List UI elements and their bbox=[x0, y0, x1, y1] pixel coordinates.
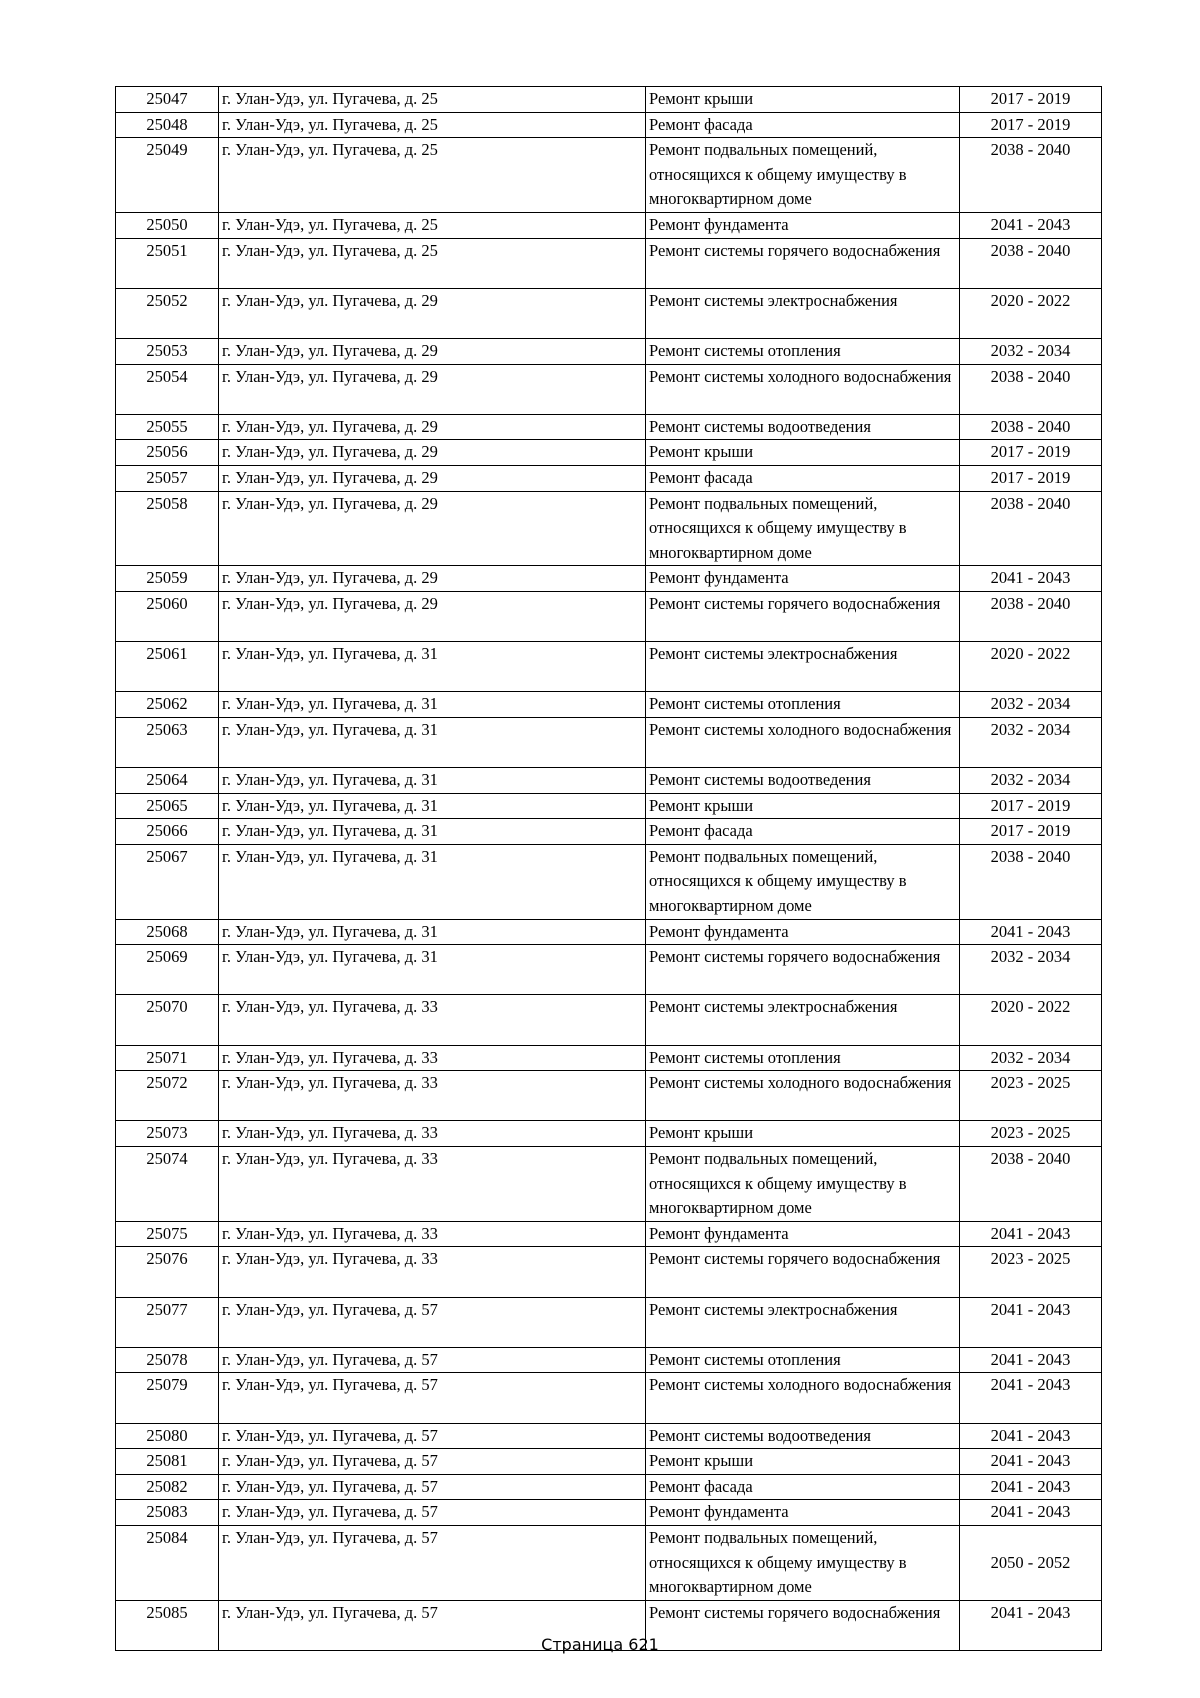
work-type-cell: Ремонт фундамента bbox=[646, 919, 960, 945]
address-cell: г. Улан-Удэ, ул. Пугачева, д. 29 bbox=[219, 465, 646, 491]
table-row bbox=[116, 995, 1102, 1045]
period-cell: 2017 - 2019 bbox=[960, 440, 1102, 466]
address-cell: г. Улан-Удэ, ул. Пугачева, д. 29 bbox=[219, 288, 646, 338]
row-number: 25083 bbox=[116, 1500, 219, 1526]
period-cell: 2032 - 2034 bbox=[960, 338, 1102, 364]
period-cell: 2038 - 2040 bbox=[960, 238, 1102, 288]
address-cell: г. Улан-Удэ, ул. Пугачева, д. 29 bbox=[219, 566, 646, 592]
period-cell: 2032 - 2034 bbox=[960, 945, 1102, 995]
table-row bbox=[116, 1347, 1102, 1373]
work-type-cell: Ремонт крыши bbox=[646, 793, 960, 819]
address-cell: г. Улан-Удэ, ул. Пугачева, д. 31 bbox=[219, 717, 646, 767]
work-type-cell: Ремонт системы горячего водоснабжения bbox=[646, 1600, 960, 1650]
table-row bbox=[116, 491, 1102, 566]
table-row bbox=[116, 87, 1102, 113]
period-cell: 2041 - 2043 bbox=[960, 1500, 1102, 1526]
row-number: 25055 bbox=[116, 414, 219, 440]
period-cell: 2032 - 2034 bbox=[960, 768, 1102, 794]
row-number: 25071 bbox=[116, 1045, 219, 1071]
work-type-cell: Ремонт фундамента bbox=[646, 1221, 960, 1247]
table-row bbox=[116, 212, 1102, 238]
table-row bbox=[116, 1525, 1102, 1600]
period-cell: 2038 - 2040 bbox=[960, 1146, 1102, 1221]
table-row bbox=[116, 692, 1102, 718]
row-number: 25069 bbox=[116, 945, 219, 995]
address-cell: г. Улан-Удэ, ул. Пугачева, д. 57 bbox=[219, 1600, 646, 1650]
period-cell: 2041 - 2043 bbox=[960, 1221, 1102, 1247]
row-number: 25049 bbox=[116, 138, 219, 213]
period-cell: 2041 - 2043 bbox=[960, 1373, 1102, 1423]
period-cell: 2038 - 2040 bbox=[960, 414, 1102, 440]
work-type-cell: Ремонт крыши bbox=[646, 440, 960, 466]
work-type-cell: Ремонт системы электроснабжения bbox=[646, 1297, 960, 1347]
work-type-cell: Ремонт системы электроснабжения bbox=[646, 288, 960, 338]
work-type-cell: Ремонт системы водоотведения bbox=[646, 414, 960, 440]
work-type-cell: Ремонт фасада bbox=[646, 112, 960, 138]
period-cell: 2041 - 2043 bbox=[960, 1423, 1102, 1449]
table-row bbox=[116, 844, 1102, 919]
period-cell: 2032 - 2034 bbox=[960, 717, 1102, 767]
address-cell: г. Улан-Удэ, ул. Пугачева, д. 25 bbox=[219, 138, 646, 213]
row-number: 25073 bbox=[116, 1121, 219, 1147]
table-row bbox=[116, 364, 1102, 414]
row-number: 25047 bbox=[116, 87, 219, 113]
table-row bbox=[116, 945, 1102, 995]
period-cell: 2038 - 2040 bbox=[960, 591, 1102, 641]
address-cell: г. Улан-Удэ, ул. Пугачева, д. 57 bbox=[219, 1474, 646, 1500]
work-type-cell: Ремонт системы холодного водоснабжения bbox=[646, 1071, 960, 1121]
period-cell: 2041 - 2043 bbox=[960, 1449, 1102, 1475]
table-row bbox=[116, 465, 1102, 491]
work-type-cell: Ремонт системы холодного водоснабжения bbox=[646, 1373, 960, 1423]
row-number: 25052 bbox=[116, 288, 219, 338]
table-row bbox=[116, 819, 1102, 845]
row-number: 25075 bbox=[116, 1221, 219, 1247]
address-cell: г. Улан-Удэ, ул. Пугачева, д. 57 bbox=[219, 1500, 646, 1526]
table-row bbox=[116, 1449, 1102, 1475]
address-cell: г. Улан-Удэ, ул. Пугачева, д. 31 bbox=[219, 945, 646, 995]
work-type-cell: Ремонт системы отопления bbox=[646, 338, 960, 364]
work-type-cell: Ремонт фундамента bbox=[646, 566, 960, 592]
table-row bbox=[116, 919, 1102, 945]
row-number: 25068 bbox=[116, 919, 219, 945]
table-row bbox=[116, 414, 1102, 440]
table-row bbox=[116, 138, 1102, 213]
table-row bbox=[116, 1373, 1102, 1423]
work-type-cell: Ремонт фасада bbox=[646, 1474, 960, 1500]
work-type-cell: Ремонт системы холодного водоснабжения bbox=[646, 717, 960, 767]
work-type-cell: Ремонт подвальных помещений, относящихся к общему имуществу в многоквартирном доме bbox=[646, 491, 960, 566]
row-number: 25064 bbox=[116, 768, 219, 794]
page-number: Страница 621 bbox=[541, 1635, 659, 1654]
work-type-cell: Ремонт крыши bbox=[646, 87, 960, 113]
address-cell: г. Улан-Удэ, ул. Пугачева, д. 33 bbox=[219, 1121, 646, 1147]
work-type-cell: Ремонт системы отопления bbox=[646, 692, 960, 718]
row-number: 25076 bbox=[116, 1247, 219, 1297]
row-number: 25070 bbox=[116, 995, 219, 1045]
period-cell: 2041 - 2043 bbox=[960, 1600, 1102, 1650]
period-cell: 2041 - 2043 bbox=[960, 1297, 1102, 1347]
period-cell: 2017 - 2019 bbox=[960, 112, 1102, 138]
table-row bbox=[116, 1146, 1102, 1221]
period-cell: 2038 - 2040 bbox=[960, 844, 1102, 919]
address-cell: г. Улан-Удэ, ул. Пугачева, д. 29 bbox=[219, 414, 646, 440]
work-type-cell: Ремонт системы холодного водоснабжения bbox=[646, 364, 960, 414]
address-cell: г. Улан-Удэ, ул. Пугачева, д. 25 bbox=[219, 238, 646, 288]
address-cell: г. Улан-Удэ, ул. Пугачева, д. 29 bbox=[219, 364, 646, 414]
row-number: 25082 bbox=[116, 1474, 219, 1500]
table-row bbox=[116, 1121, 1102, 1147]
work-type-cell: Ремонт системы водоотведения bbox=[646, 768, 960, 794]
row-number: 25078 bbox=[116, 1347, 219, 1373]
row-number: 25053 bbox=[116, 338, 219, 364]
work-type-cell: Ремонт системы горячего водоснабжения bbox=[646, 945, 960, 995]
table-row bbox=[116, 1423, 1102, 1449]
address-cell: г. Улан-Удэ, ул. Пугачева, д. 29 bbox=[219, 338, 646, 364]
address-cell: г. Улан-Удэ, ул. Пугачева, д. 29 bbox=[219, 440, 646, 466]
table-row bbox=[116, 642, 1102, 692]
table-row bbox=[116, 768, 1102, 794]
row-number: 25079 bbox=[116, 1373, 219, 1423]
table-row bbox=[116, 566, 1102, 592]
row-number: 25081 bbox=[116, 1449, 219, 1475]
period-cell: 2020 - 2022 bbox=[960, 288, 1102, 338]
address-cell: г. Улан-Удэ, ул. Пугачева, д. 33 bbox=[219, 1221, 646, 1247]
address-cell: г. Улан-Удэ, ул. Пугачева, д. 33 bbox=[219, 1045, 646, 1071]
work-type-cell: Ремонт системы отопления bbox=[646, 1347, 960, 1373]
table-row bbox=[116, 793, 1102, 819]
row-number: 25058 bbox=[116, 491, 219, 566]
address-cell: г. Улан-Удэ, ул. Пугачева, д. 31 bbox=[219, 642, 646, 692]
row-number: 25061 bbox=[116, 642, 219, 692]
row-number: 25050 bbox=[116, 212, 219, 238]
table-row bbox=[116, 1247, 1102, 1297]
table-row bbox=[116, 1221, 1102, 1247]
table-row bbox=[116, 238, 1102, 288]
period-cell: 2041 - 2043 bbox=[960, 1347, 1102, 1373]
row-number: 25048 bbox=[116, 112, 219, 138]
period-cell: 2023 - 2025 bbox=[960, 1121, 1102, 1147]
period-cell: 2032 - 2034 bbox=[960, 692, 1102, 718]
row-number: 25074 bbox=[116, 1146, 219, 1221]
work-type-cell: Ремонт крыши bbox=[646, 1449, 960, 1475]
period-cell: 2017 - 2019 bbox=[960, 87, 1102, 113]
work-type-cell: Ремонт системы отопления bbox=[646, 1045, 960, 1071]
table-row bbox=[116, 288, 1102, 338]
row-number: 25054 bbox=[116, 364, 219, 414]
row-number: 25066 bbox=[116, 819, 219, 845]
row-number: 25051 bbox=[116, 238, 219, 288]
address-cell: г. Улан-Удэ, ул. Пугачева, д. 33 bbox=[219, 995, 646, 1045]
table-row bbox=[116, 1045, 1102, 1071]
address-cell: г. Улан-Удэ, ул. Пугачева, д. 57 bbox=[219, 1525, 646, 1600]
table-row bbox=[116, 112, 1102, 138]
period-cell: 2041 - 2043 bbox=[960, 212, 1102, 238]
table-row bbox=[116, 1500, 1102, 1526]
work-type-cell: Ремонт системы горячего водоснабжения bbox=[646, 591, 960, 641]
work-type-cell: Ремонт системы водоотведения bbox=[646, 1423, 960, 1449]
address-cell: г. Улан-Удэ, ул. Пугачева, д. 31 bbox=[219, 692, 646, 718]
row-number: 25062 bbox=[116, 692, 219, 718]
row-number: 25085 bbox=[116, 1600, 219, 1650]
row-number: 25080 bbox=[116, 1423, 219, 1449]
row-number: 25084 bbox=[116, 1525, 219, 1600]
address-cell: г. Улан-Удэ, ул. Пугачева, д. 57 bbox=[219, 1449, 646, 1475]
address-cell: г. Улан-Удэ, ул. Пугачева, д. 31 bbox=[219, 819, 646, 845]
period-cell: 2017 - 2019 bbox=[960, 465, 1102, 491]
row-number: 25060 bbox=[116, 591, 219, 641]
period-cell: 2038 - 2040 bbox=[960, 491, 1102, 566]
address-cell: г. Улан-Удэ, ул. Пугачева, д. 29 bbox=[219, 491, 646, 566]
period-cell: 2020 - 2022 bbox=[960, 642, 1102, 692]
work-type-cell: Ремонт фундамента bbox=[646, 1500, 960, 1526]
address-cell: г. Улан-Удэ, ул. Пугачева, д. 31 bbox=[219, 844, 646, 919]
period-cell: 2032 - 2034 bbox=[960, 1045, 1102, 1071]
row-number: 25072 bbox=[116, 1071, 219, 1121]
table-row bbox=[116, 440, 1102, 466]
address-cell: г. Улан-Удэ, ул. Пугачева, д. 25 bbox=[219, 212, 646, 238]
row-number: 25067 bbox=[116, 844, 219, 919]
address-cell: г. Улан-Удэ, ул. Пугачева, д. 33 bbox=[219, 1146, 646, 1221]
table-row bbox=[116, 1071, 1102, 1121]
work-type-cell: Ремонт подвальных помещений, относящихся к общему имуществу в многоквартирном доме bbox=[646, 844, 960, 919]
period-cell: 2017 - 2019 bbox=[960, 793, 1102, 819]
address-cell: г. Улан-Удэ, ул. Пугачева, д. 31 bbox=[219, 793, 646, 819]
address-cell: г. Улан-Удэ, ул. Пугачева, д. 29 bbox=[219, 591, 646, 641]
row-number: 25057 bbox=[116, 465, 219, 491]
row-number: 25056 bbox=[116, 440, 219, 466]
address-cell: г. Улан-Удэ, ул. Пугачева, д. 25 bbox=[219, 87, 646, 113]
address-cell: г. Улан-Удэ, ул. Пугачева, д. 25 bbox=[219, 112, 646, 138]
table-body bbox=[116, 87, 1102, 1651]
period-cell: 2038 - 2040 bbox=[960, 138, 1102, 213]
period-cell: 2041 - 2043 bbox=[960, 1474, 1102, 1500]
table-row bbox=[116, 1297, 1102, 1347]
work-type-cell: Ремонт подвальных помещений, относящихся к общему имуществу в многоквартирном доме bbox=[646, 1146, 960, 1221]
address-cell: г. Улан-Удэ, ул. Пугачева, д. 31 bbox=[219, 919, 646, 945]
period-cell: 2023 - 2025 bbox=[960, 1247, 1102, 1297]
table-row bbox=[116, 591, 1102, 641]
work-type-cell: Ремонт системы электроснабжения bbox=[646, 995, 960, 1045]
work-type-cell: Ремонт системы горячего водоснабжения bbox=[646, 1247, 960, 1297]
row-number: 25077 bbox=[116, 1297, 219, 1347]
row-number: 25063 bbox=[116, 717, 219, 767]
row-number: 25065 bbox=[116, 793, 219, 819]
period-cell: 2038 - 2040 bbox=[960, 364, 1102, 414]
work-type-cell: Ремонт фасада bbox=[646, 465, 960, 491]
address-cell: г. Улан-Удэ, ул. Пугачева, д. 57 bbox=[219, 1373, 646, 1423]
period-cell: 2023 - 2025 bbox=[960, 1071, 1102, 1121]
address-cell: г. Улан-Удэ, ул. Пугачева, д. 57 bbox=[219, 1297, 646, 1347]
address-cell: г. Улан-Удэ, ул. Пугачева, д. 57 bbox=[219, 1347, 646, 1373]
address-cell: г. Улан-Удэ, ул. Пугачева, д. 57 bbox=[219, 1423, 646, 1449]
period-cell: 2017 - 2019 bbox=[960, 819, 1102, 845]
address-cell: г. Улан-Удэ, ул. Пугачева, д. 31 bbox=[219, 768, 646, 794]
work-type-cell: Ремонт фундамента bbox=[646, 212, 960, 238]
period-cell: 2020 - 2022 bbox=[960, 995, 1102, 1045]
period-cell: 2041 - 2043 bbox=[960, 566, 1102, 592]
table-row bbox=[116, 338, 1102, 364]
period-cell: 2041 - 2043 bbox=[960, 919, 1102, 945]
period-cell: 2050 - 2052 bbox=[960, 1525, 1102, 1600]
work-type-cell: Ремонт крыши bbox=[646, 1121, 960, 1147]
repair-schedule-table bbox=[115, 86, 1102, 1651]
work-type-cell: Ремонт системы горячего водоснабжения bbox=[646, 238, 960, 288]
work-type-cell: Ремонт фасада bbox=[646, 819, 960, 845]
address-cell: г. Улан-Удэ, ул. Пугачева, д. 33 bbox=[219, 1071, 646, 1121]
row-number: 25059 bbox=[116, 566, 219, 592]
work-type-cell: Ремонт подвальных помещений, относящихся к общему имуществу в многоквартирном доме bbox=[646, 1525, 960, 1600]
table-row bbox=[116, 1474, 1102, 1500]
work-type-cell: Ремонт подвальных помещений, относящихся к общему имуществу в многоквартирном доме bbox=[646, 138, 960, 213]
work-type-cell: Ремонт системы электроснабжения bbox=[646, 642, 960, 692]
address-cell: г. Улан-Удэ, ул. Пугачева, д. 33 bbox=[219, 1247, 646, 1297]
table-row bbox=[116, 717, 1102, 767]
